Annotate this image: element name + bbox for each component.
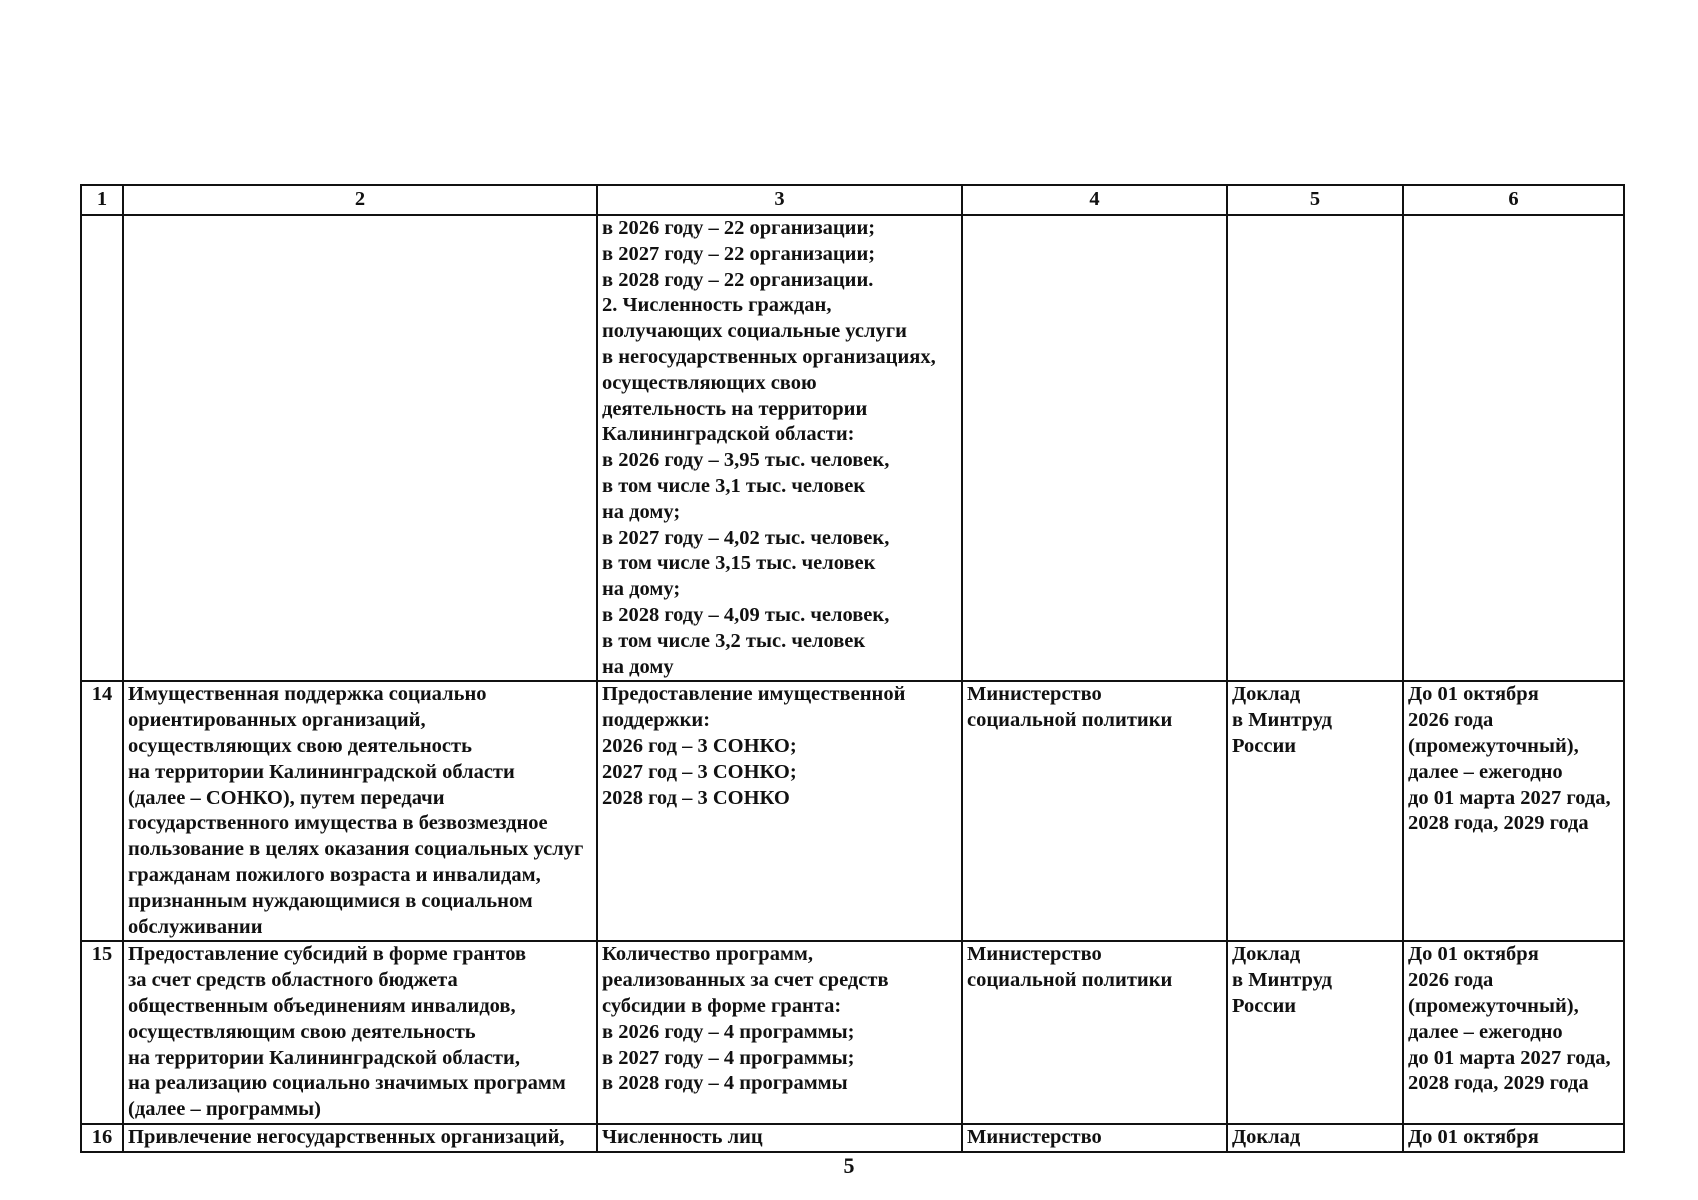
cell-text-line: в 2026 году – 4 программы; [602, 1020, 855, 1043]
cell-text-line: реализованных за счет средств [602, 969, 889, 992]
column-header-3: 3 [597, 185, 962, 215]
cell-text-line: общественным объединениям инвалидов, [128, 994, 516, 1017]
cell-text-line: Привлечение негосударственных организаций, [128, 1125, 565, 1148]
cell-text-line: 2028 года, 2029 года [1408, 812, 1589, 835]
responsible-cell [962, 1124, 1227, 1152]
cell-text-line: далее – ежегодно [1408, 760, 1563, 783]
cell-text-line: за счет средств областного бюджета [128, 969, 458, 992]
row-number-cell: 15 [81, 941, 123, 1124]
cell-text-line: субсидии в форме гранта: [602, 994, 842, 1017]
cell-text-line: на территории Калининградской области [128, 760, 515, 783]
column-header-6: 6 [1403, 185, 1624, 215]
cell-text-line: Министерство [967, 683, 1102, 706]
cell-text-line: 2028 год – 3 СОНКО [602, 786, 790, 809]
cell-text-line: в 2026 году – 22 организации; [602, 217, 876, 239]
result-cell [1227, 941, 1403, 1124]
cell-text-line: пользование в целях оказания социальных услуг [128, 838, 584, 861]
cell-text-line: в том числе 3,2 тыс. человек [602, 629, 866, 652]
cell-text-line: Численность лиц [602, 1125, 763, 1148]
cell-text-line: 2026 год – 3 СОНКО; [602, 734, 797, 757]
cell-text-line: поддержки: [602, 709, 711, 732]
table-body [81, 215, 1624, 1152]
row-number-cell [81, 215, 123, 681]
column-header-4: 4 [962, 185, 1227, 215]
measure-cell [123, 941, 597, 1124]
cell-text-line: 2. Численность граждан, [602, 294, 832, 317]
deadline-cell [1403, 215, 1624, 681]
cell-text-line: России [1232, 994, 1297, 1017]
row-number-cell: 14 [81, 681, 123, 941]
result-cell [1227, 1124, 1403, 1152]
table-row [81, 941, 1624, 1124]
cell-text-line: в 2027 году – 4,02 тыс. человек, [602, 526, 890, 549]
cell-text-line: на территории Калининградской области, [128, 1046, 520, 1069]
page-number: 5 [843, 1153, 855, 1178]
column-header-2: 2 [123, 185, 597, 215]
cell-text-line: государственного имущества в безвозмездное [128, 812, 548, 835]
cell-text-line: До 01 октября [1408, 1125, 1539, 1148]
cell-text-line: До 01 октября [1408, 943, 1539, 966]
cell-text-line: (промежуточный), [1408, 994, 1579, 1017]
indicator-cell [597, 215, 962, 681]
measure-cell [123, 1124, 597, 1152]
cell-text-line: (промежуточный), [1408, 734, 1579, 757]
indicator-cell [597, 1124, 962, 1152]
cell-text-line: на дому; [602, 500, 681, 523]
cell-text-line: гражданам пожилого возраста и инвалидам, [128, 863, 541, 886]
cell-text-line: в 2027 году – 4 программы; [602, 1046, 855, 1069]
responsible-cell [962, 681, 1227, 941]
cell-text-line: Предоставление субсидий в форме грантов [128, 943, 527, 966]
cell-text-line: (далее – СОНКО), путем передачи [128, 786, 445, 809]
cell-text-line: до 01 марта 2027 года, [1408, 786, 1611, 809]
cell-text-line: Количество программ, [602, 943, 813, 966]
cell-text-line: Доклад [1232, 1125, 1301, 1148]
cell-text-line: Имущественная поддержка социально [128, 683, 487, 706]
cell-text-line: в 2026 году – 3,95 тыс. человек, [602, 449, 890, 472]
cell-text-line: осуществляющих свою деятельность [128, 734, 472, 757]
table-row [81, 681, 1624, 941]
deadline-cell [1403, 1124, 1624, 1152]
cell-text-line: Калининградской области: [602, 423, 855, 446]
indicator-cell [597, 681, 962, 941]
cell-text-line: в 2028 году – 22 организации. [602, 268, 874, 291]
cell-text-line: в том числе 3,15 тыс. человек [602, 552, 876, 575]
cell-text-line: в 2028 году – 4 программы [602, 1072, 848, 1095]
cell-text-line: в негосударственных организациях, [602, 345, 936, 368]
cell-text-line: в 2028 году – 4,09 тыс. человек, [602, 603, 890, 626]
cell-text-line: Доклад [1232, 943, 1301, 966]
column-header-5: 5 [1227, 185, 1403, 215]
column-header-1: 1 [81, 185, 123, 215]
cell-text-line: до 01 марта 2027 года, [1408, 1046, 1611, 1069]
deadline-cell [1403, 681, 1624, 941]
cell-text-line: на дому [602, 655, 674, 678]
cell-text-line: 2027 год – 3 СОНКО; [602, 760, 797, 783]
cell-text-line: на дому; [602, 578, 681, 601]
cell-text-line: на реализацию социально значимых программ [128, 1072, 566, 1095]
cell-text-line: До 01 октября [1408, 683, 1539, 706]
cell-text-line: Министерство [967, 943, 1102, 966]
cell-text-line: далее – ежегодно [1408, 1020, 1563, 1043]
responsible-cell [962, 215, 1227, 681]
result-cell [1227, 215, 1403, 681]
indicator-cell [597, 941, 962, 1124]
responsible-cell [962, 941, 1227, 1124]
table-row [81, 1124, 1624, 1152]
table-row [81, 215, 1624, 681]
row-number-cell: 16 [81, 1124, 123, 1152]
cell-text-line: (далее – программы) [128, 1098, 322, 1121]
cell-text-line: в Минтруд [1232, 969, 1332, 992]
cell-text-line: осуществляющих свою [602, 371, 817, 394]
cell-text-line: в Минтруд [1232, 709, 1332, 732]
deadline-cell [1403, 941, 1624, 1124]
cell-text-line: социальной политики [967, 709, 1173, 732]
measure-cell [123, 681, 597, 941]
cell-text-line: Министерство [967, 1125, 1102, 1148]
cell-text-line: Предоставление имущественной [602, 683, 906, 706]
result-cell [1227, 681, 1403, 941]
measures-table [80, 184, 1625, 1153]
cell-text-line: ориентированных организаций, [128, 709, 426, 732]
cell-text-line: признанным нуждающимися в социальном [128, 889, 533, 912]
cell-text-line: России [1232, 734, 1297, 757]
measure-cell [123, 215, 597, 681]
cell-text-line: 2026 года [1408, 969, 1494, 992]
cell-text-line: обслуживании [128, 915, 263, 938]
cell-text-line: 2026 года [1408, 709, 1494, 732]
cell-text-line: социальной политики [967, 969, 1173, 992]
cell-text-line: осуществляющим свою деятельность [128, 1020, 476, 1043]
header-row [81, 185, 1624, 215]
cell-text-line: получающих социальные услуги [602, 320, 907, 343]
cell-text-line: деятельность на территории [602, 397, 868, 420]
cell-text-line: в 2027 году – 22 организации; [602, 242, 876, 265]
cell-text-line: 2028 года, 2029 года [1408, 1072, 1589, 1095]
cell-text-line: в том числе 3,1 тыс. человек [602, 474, 866, 497]
cell-text-line: Доклад [1232, 683, 1301, 706]
